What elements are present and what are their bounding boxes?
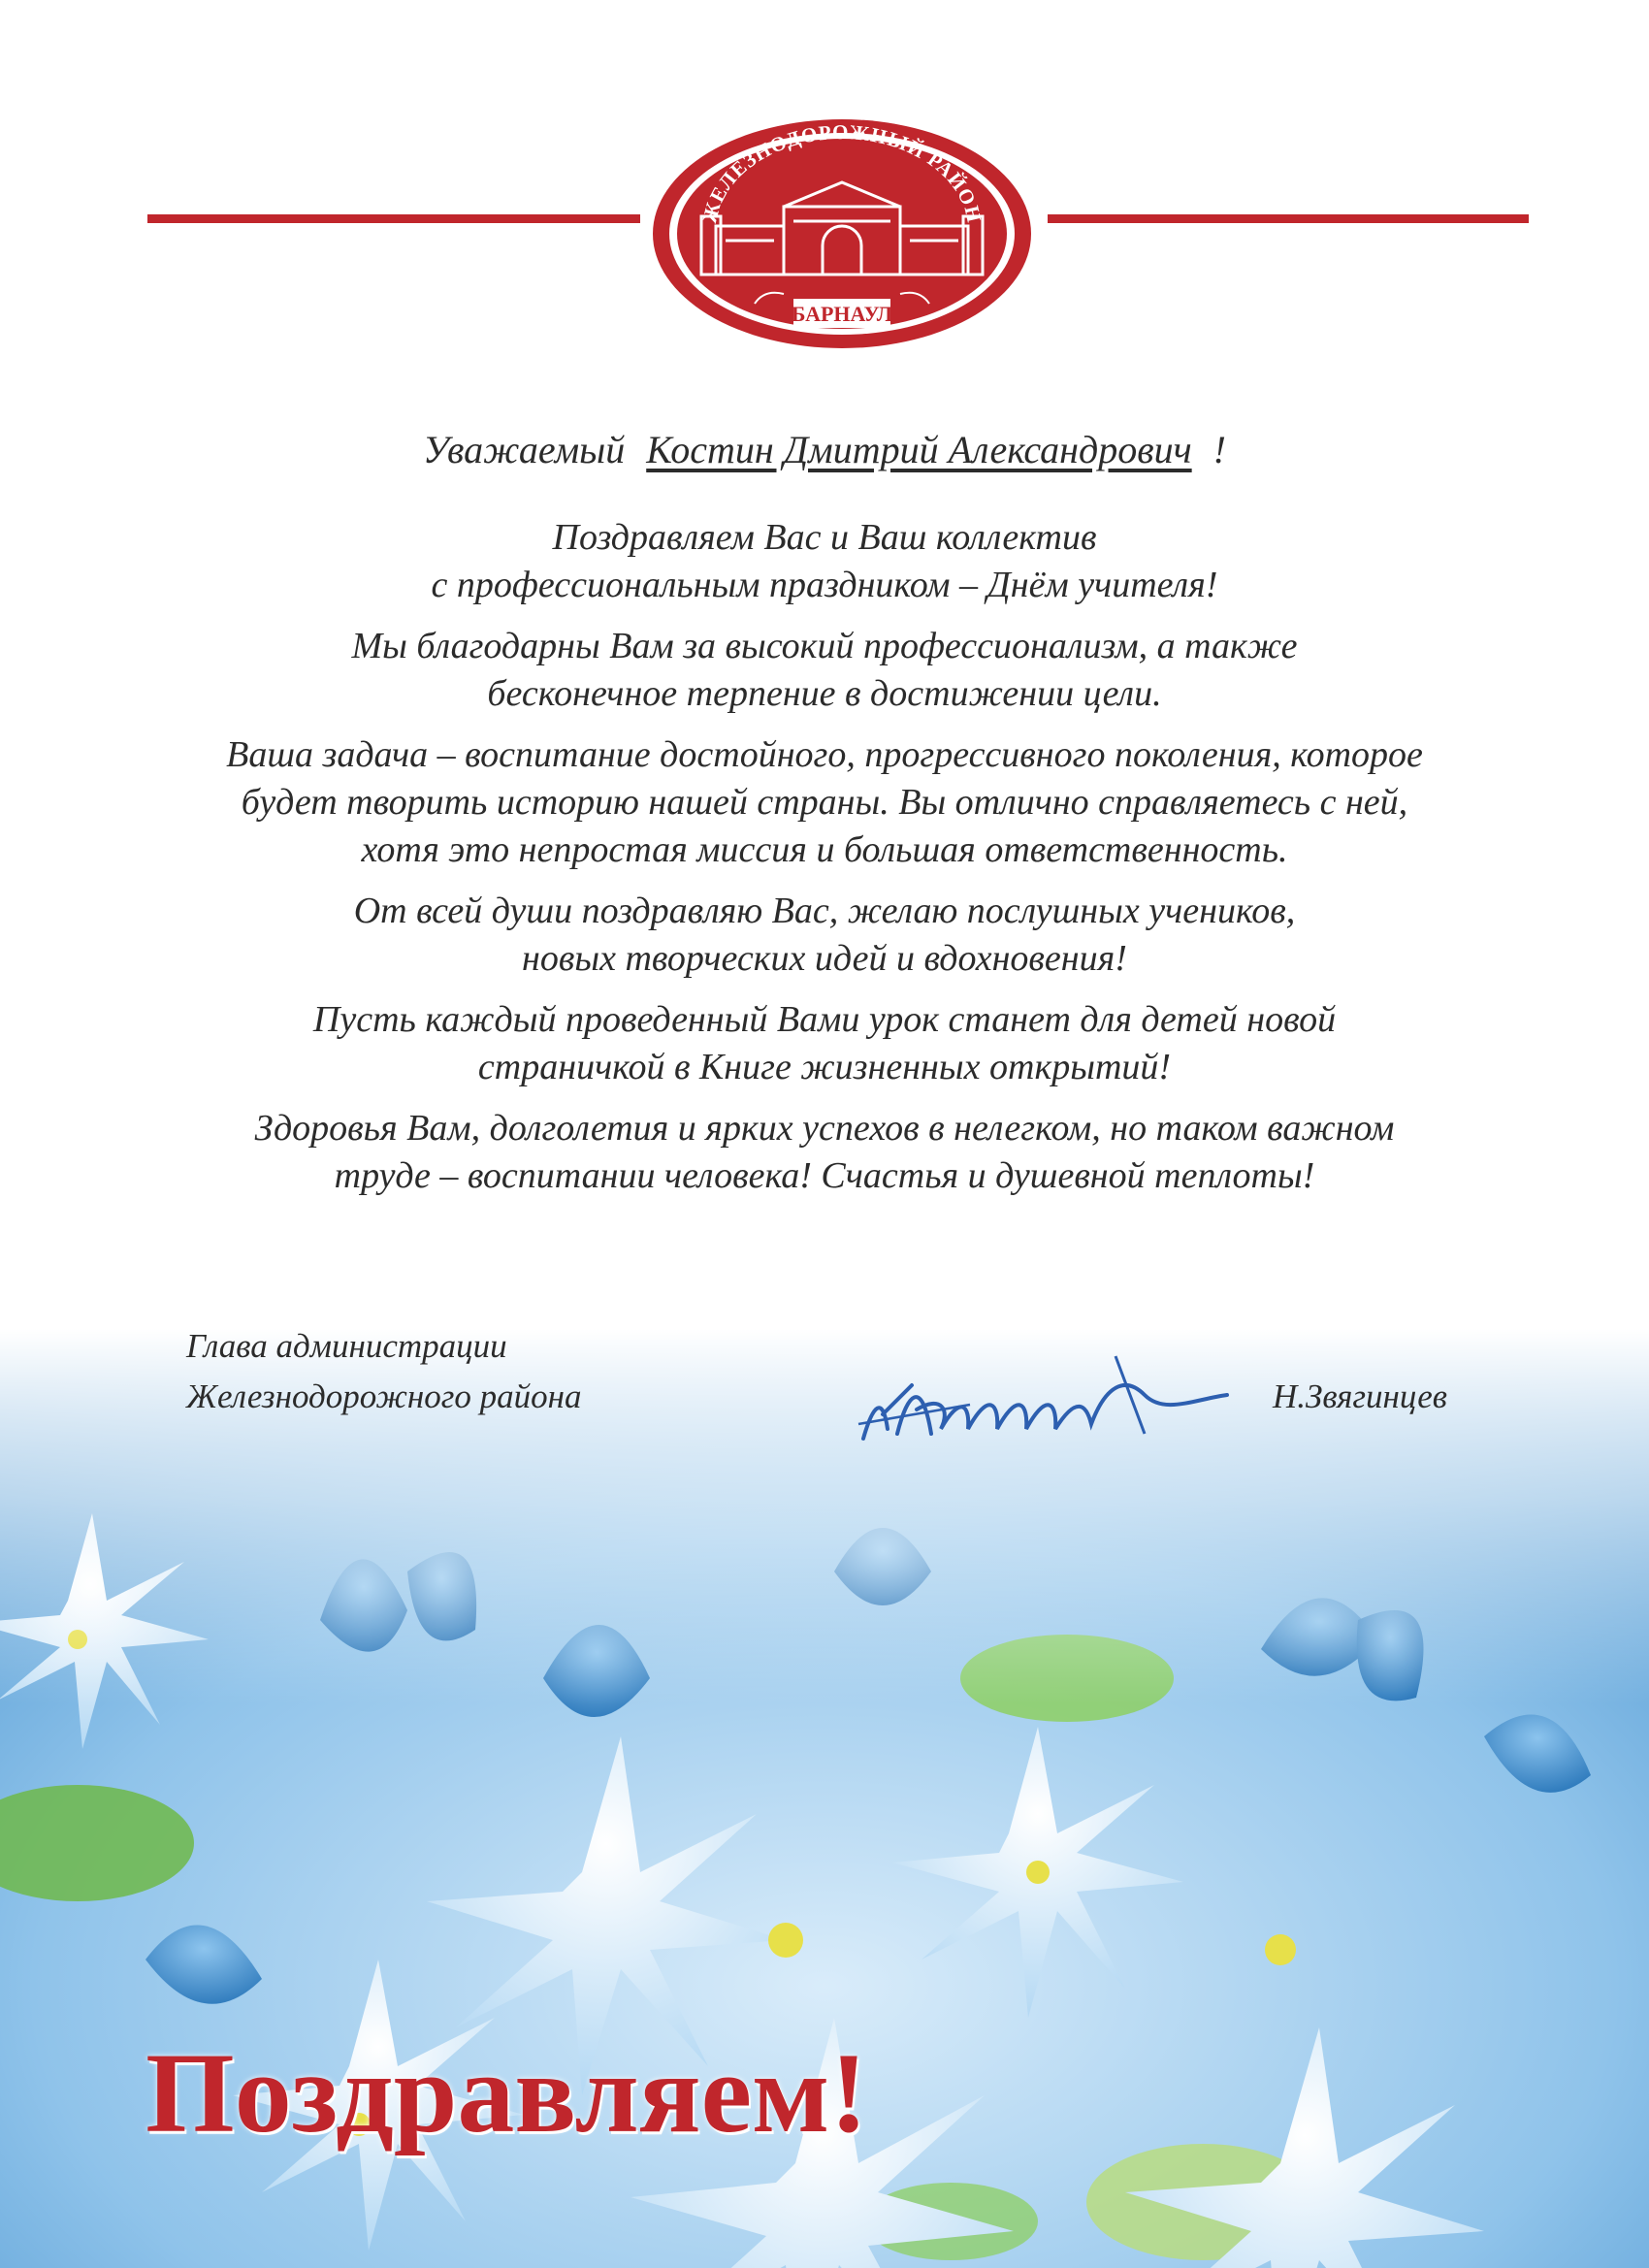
handwritten-signature	[854, 1337, 1232, 1453]
paragraph-line: бесконечное терпение в достижении цели.	[487, 673, 1162, 714]
header-rule-right	[1048, 214, 1529, 223]
paragraph-line: От всей души поздравляю Вас, желаю послушных учеников,	[353, 891, 1296, 931]
paragraph-line: Пусть каждый проведенный Вами урок станет для детей новой	[312, 999, 1337, 1040]
paragraph	[146, 1105, 1504, 1200]
paragraph	[146, 623, 1504, 718]
letter-body	[146, 514, 1504, 1214]
district-emblem	[648, 114, 1036, 353]
signer-name: Н.Звягинцев	[1273, 1377, 1447, 1415]
recipient-name: Костин Дмитрий Александрович	[646, 428, 1192, 471]
paragraph-line: будет творить историю нашей страны. Вы отлично справляетесь с ней,	[241, 782, 1408, 823]
signer-title	[186, 1321, 582, 1422]
paragraph-line: труде – воспитании человека! Счастья и душевной теплоты!	[334, 1155, 1315, 1196]
salutation	[0, 427, 1649, 472]
emblem-top-text: ЖЕЛЕЗНОДОРОЖНЫЙ РАЙОН	[697, 119, 986, 226]
paragraph-line: Ваша задача – воспитание достойного, прогрессивного поколения, которое	[226, 734, 1423, 775]
paragraph-line: Здоровья Вам, долголетия и ярких успехов в нелегком, но таком важном	[254, 1108, 1395, 1149]
paragraph-line: Мы благодарны Вам за высокий профессионализм, а также	[351, 626, 1298, 666]
header-rule-left	[147, 214, 640, 223]
paragraph-line: новых творческих идей и вдохновения!	[522, 938, 1127, 979]
signer-title-line: Глава администрации	[186, 1327, 507, 1365]
paragraph	[146, 888, 1504, 983]
paragraph	[146, 731, 1504, 874]
salutation-suffix: !	[1212, 428, 1226, 471]
paragraph-line: Поздравляем Вас и Ваш коллектив	[552, 517, 1097, 558]
signer-title-line: Железнодорожного района	[186, 1377, 582, 1415]
salutation-prefix: Уважаемый	[423, 428, 626, 471]
paragraph-line: хотя это непростая миссия и большая ответственность.	[361, 829, 1288, 870]
emblem-bottom-text: БАРНАУЛ	[791, 302, 893, 326]
congratulations-banner: Поздравляем!	[146, 2029, 868, 2156]
paragraph-line: страничкой в Книге жизненных открытий!	[477, 1047, 1172, 1087]
paragraph-line: с профессиональным праздником – Днём учителя!	[431, 565, 1218, 605]
paragraph	[146, 996, 1504, 1091]
paragraph	[146, 514, 1504, 609]
